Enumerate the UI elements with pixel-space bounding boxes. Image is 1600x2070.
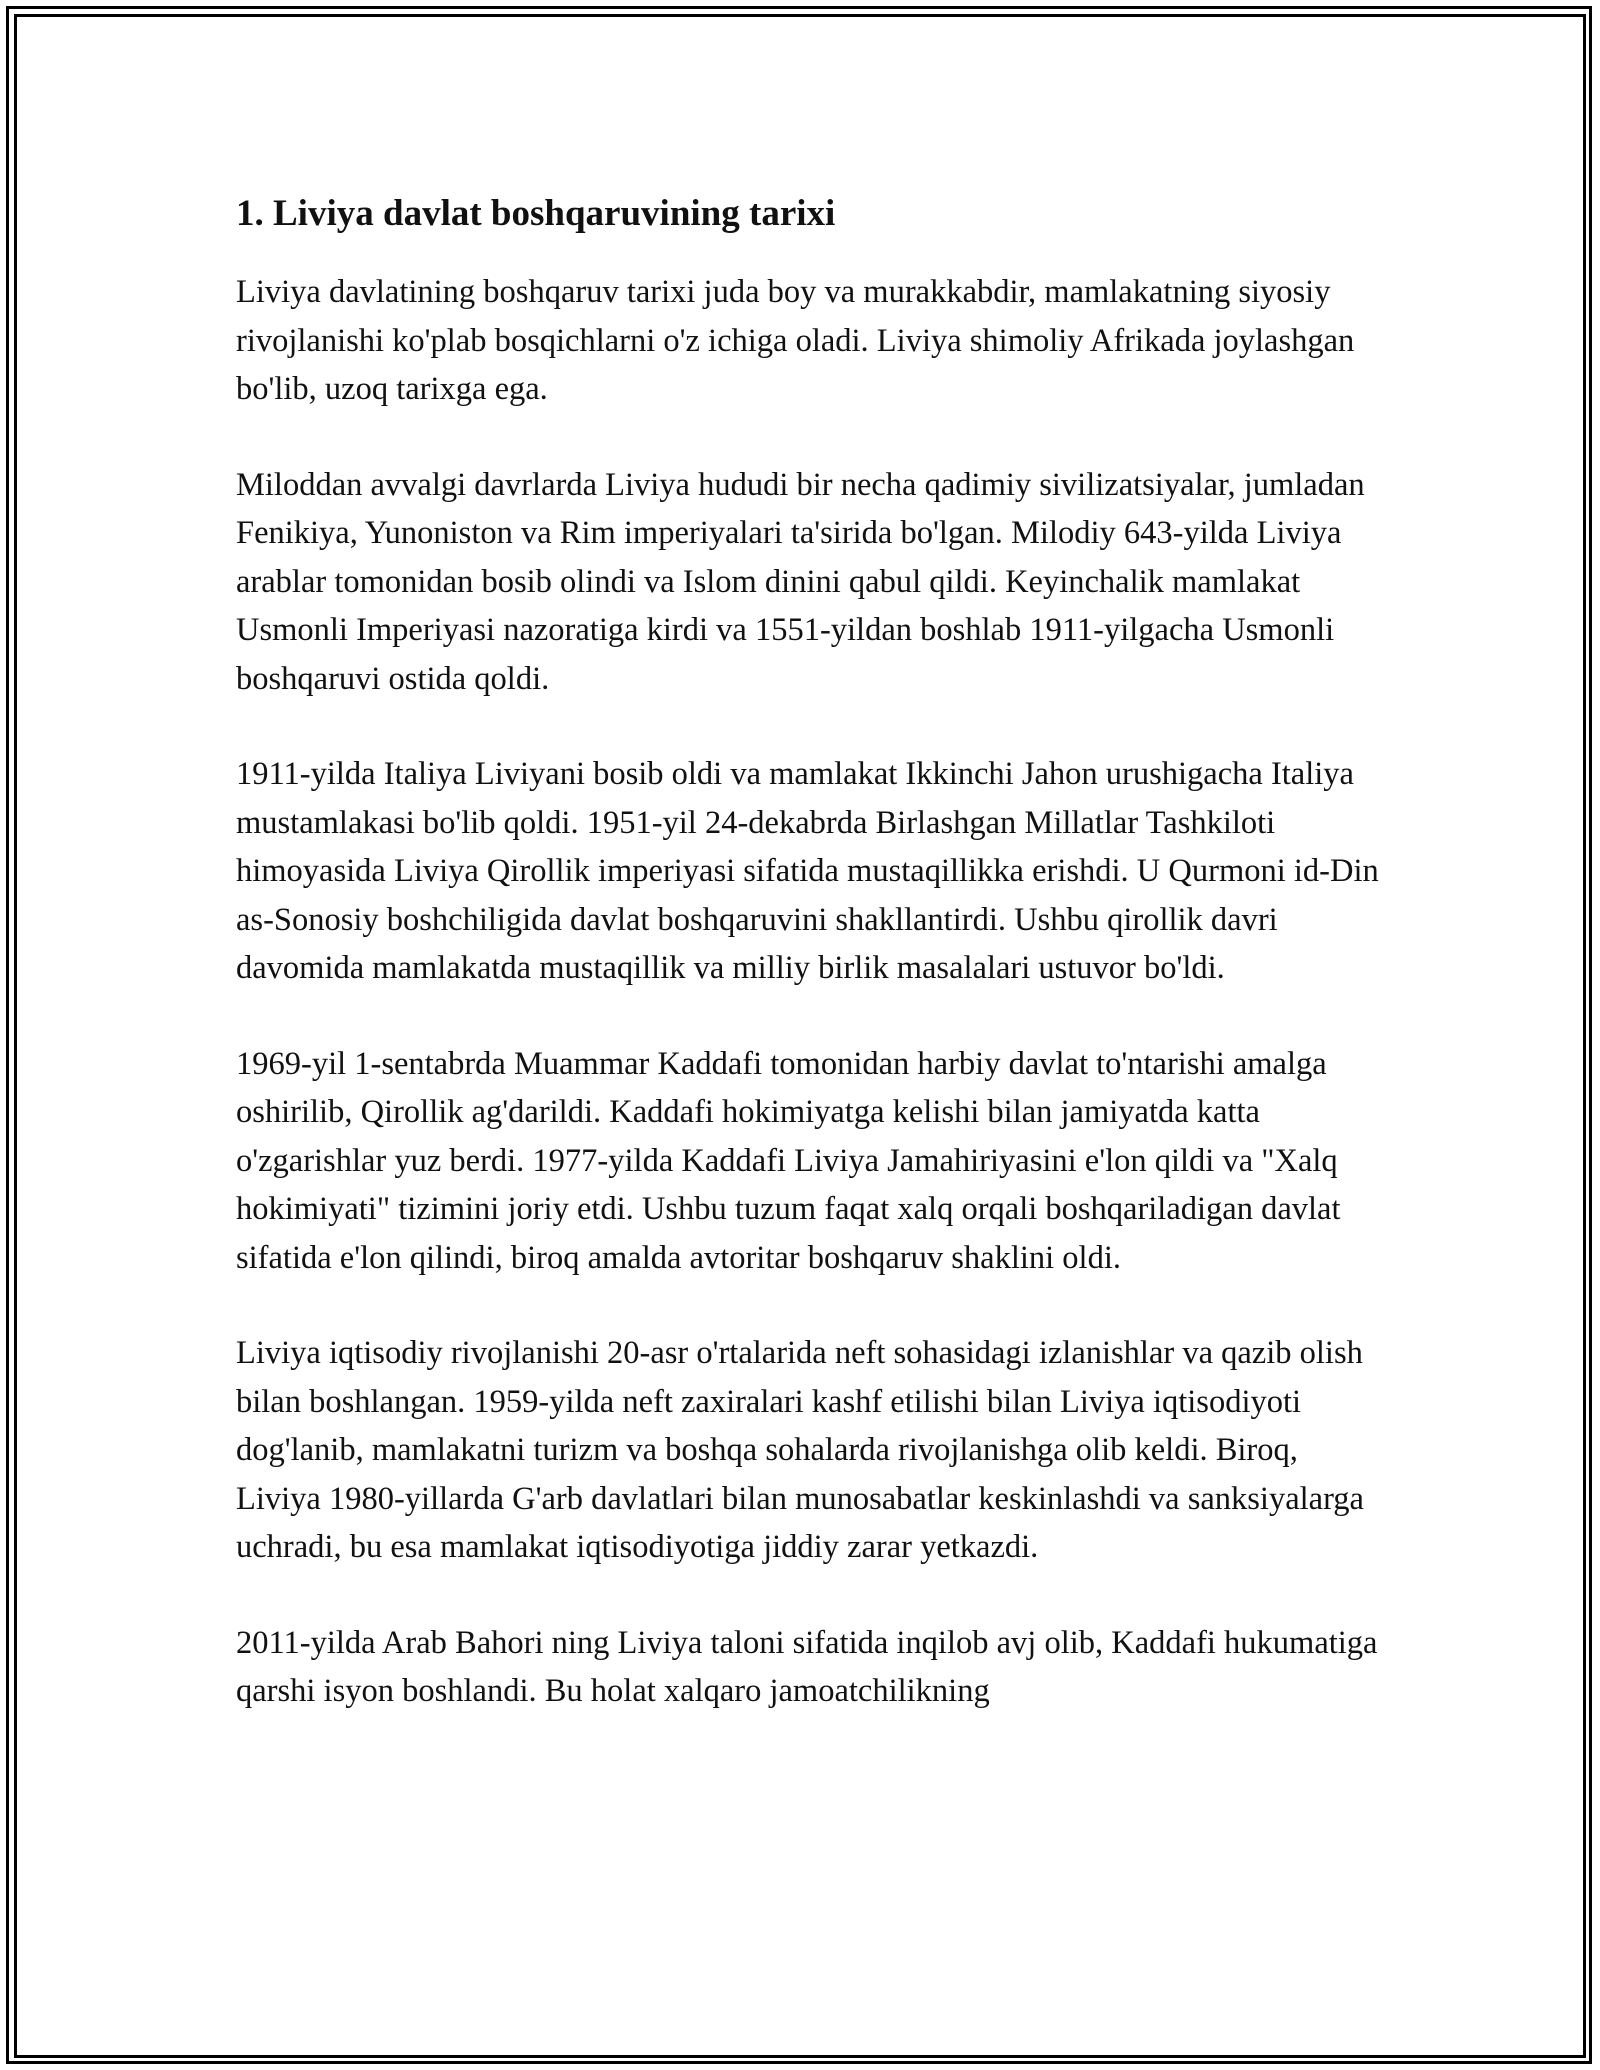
paragraph-ancient-history: Miloddan avvalgi davrlarda Liviya hududi bir necha qadimiy sivilizatsiyalar, jumladan Fenikiya, Yunoniston va Rim imperiyalari ta'sirida bo'lgan. Milodiy 643-yilda Liviya arablar tomonidan bosib olindi va Islom dinini qabul qildi. Keyinchalik mamlakat Usmonli Imperiyasi nazoratiga kirdi va 1551-yildan boshlab 1911-yilgacha Usmonli boshqaruvi ostida qoldi. — [236, 466, 1365, 697]
paragraph-intro: Liviya davlatining boshqaruv tarixi juda boy va murakkabdir, mamlakatning siyosiy rivojlanishi ko'plab bosqichlarni o'z ichiga oladi. Liviya shimoliy Afrikada joylashgan bo'lib, uzoq tarixga ega. — [236, 274, 1355, 407]
document-body — [236, 188, 1386, 1763]
paragraph-kaddafi-era: 1969-yil 1-sentabrda Muammar Kaddafi tomonidan harbiy davlat to'ntarishi amalga oshirilib, Qirollik ag'darildi. Kaddafi hokimiyatga kelishi bilan jamiyatda katta o'zgarishlar yuz berdi. 1977-yilda Kaddafi Liviya Jamahiriyasini e'lon qildi va "Xalq hokimiyati" tizimini joriy etdi. Ushbu tuzum faqat xalq orqali boshqariladigan davlat sifatida e'lon qilindi, biroq amalda avtoritar boshqaruv shaklini oldi. — [236, 1045, 1341, 1276]
paragraph-economic-development: Liviya iqtisodiy rivojlanishi 20-asr o'rtalarida neft sohasidagi izlanishlar va qazib olish bilan boshlangan. 1959-yilda neft zaxiralari kashf etilishi bilan Liviya iqtisodiyoti dog'lanib, mamlakatni turizm va boshqa sohalarda rivojlanishga olib keldi. Biroq, Liviya 1980-yillarda G'arb davlatlari bilan munosabatlar keskinlashdi va sanksiyalarga uchradi, bu esa mamlakat iqtisodiyotiga jiddiy zarar yetkazdi. — [236, 1335, 1364, 1565]
section-heading: 1. Liviya davlat boshqaruvining tarixi — [236, 193, 836, 234]
paragraph-arab-spring: 2011-yilda Arab Bahori ning Liviya taloni sifatida inqilob avj olib, Kaddafi hukumatiga qarshi isyon boshlandi. Bu holat xalqaro jamoatchilikning — [236, 1624, 1378, 1709]
paragraph-italian-colonial-period: 1911-yilda Italiya Liviyani bosib oldi va mamlakat Ikkinchi Jahon urushigacha Italiya mustamlakasi bo'lib qoldi. 1951-yil 24-dekabrda Birlashgan Millatlar Tashkiloti himoyasida Liviya Qirollik imperiyasi sifatida mustaqillikka erishdi. U Qurmoni id-Din as-Sonosiy boshchiligida davlat boshqaruvini shakllantirdi. Ushbu qirollik davri davomida mamlakatda mustaqillik va milliy birlik masalalari ustuvor bo'ldi. — [236, 756, 1379, 986]
